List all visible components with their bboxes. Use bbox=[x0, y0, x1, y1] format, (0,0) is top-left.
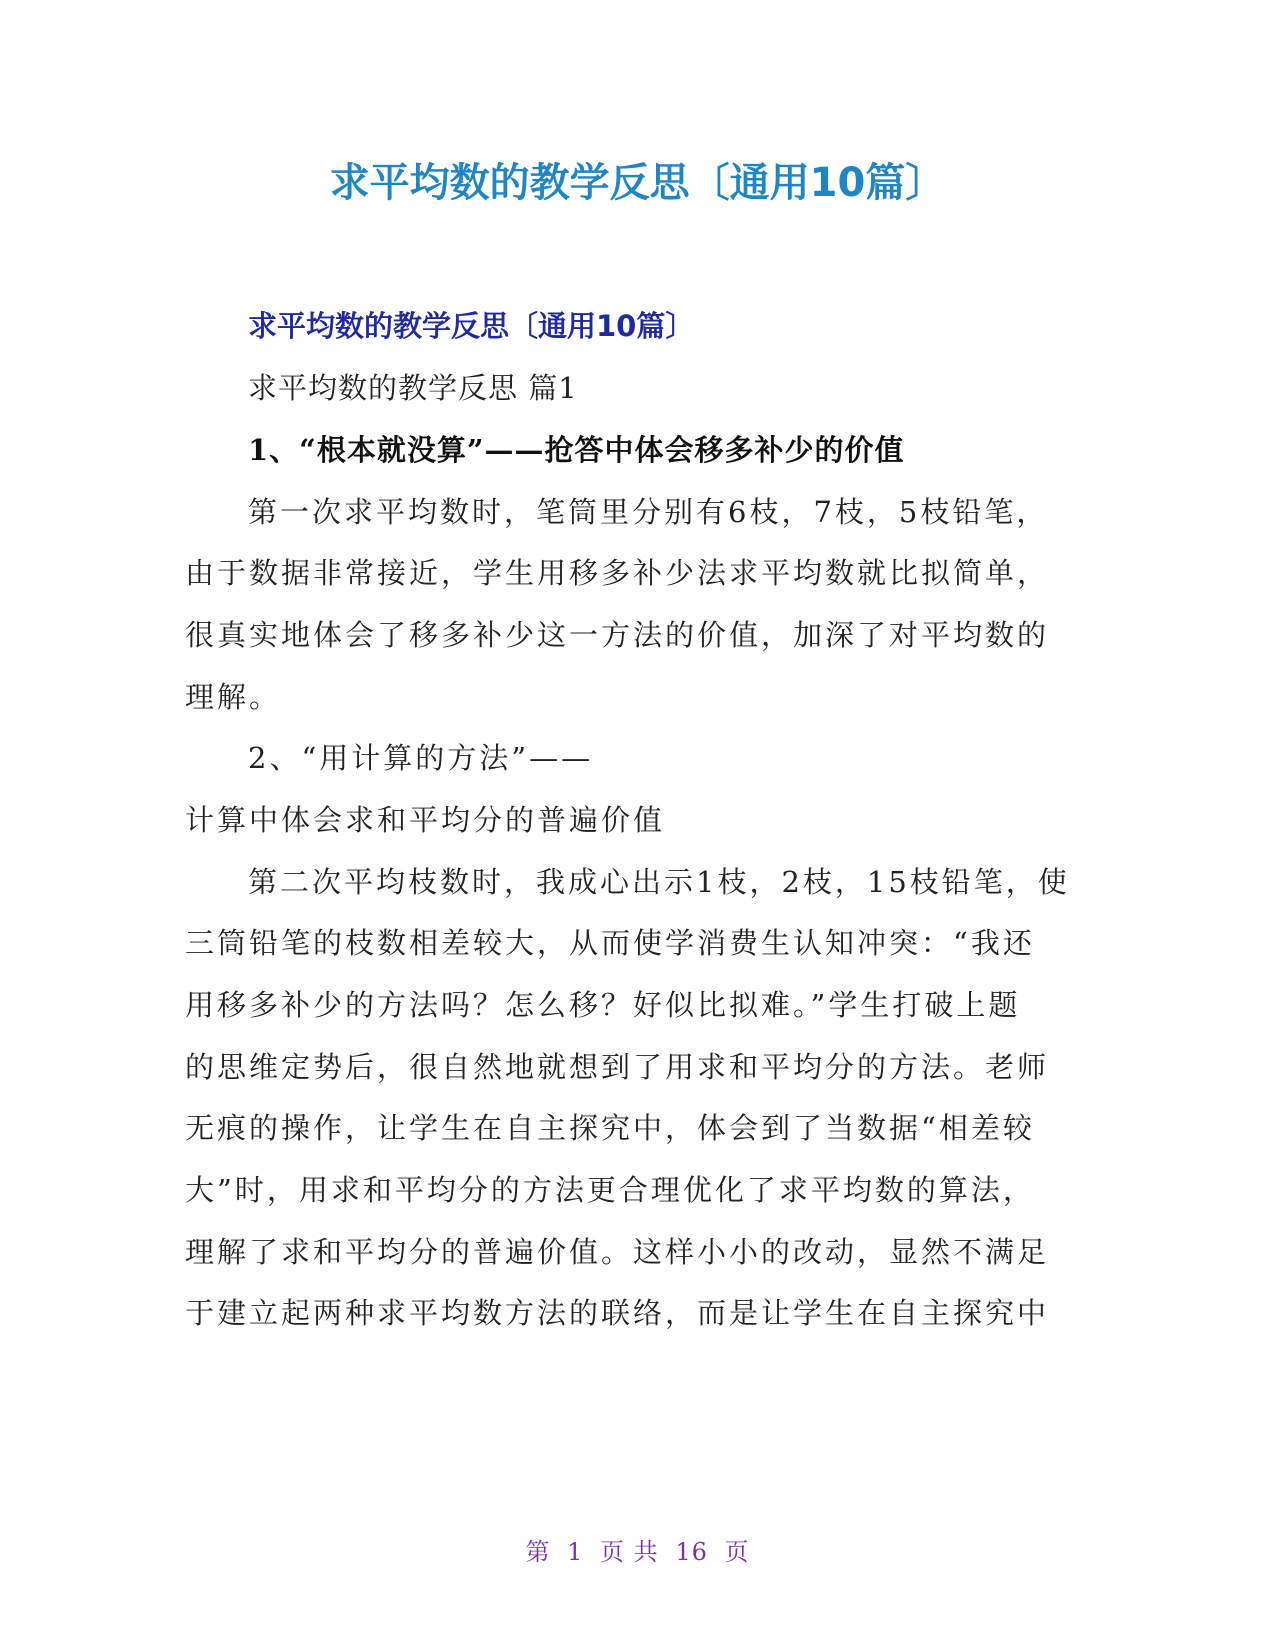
paragraph-1-line: 理解。 bbox=[185, 680, 282, 714]
footer-total-pages: 16 bbox=[675, 1538, 708, 1566]
page-footer bbox=[0, 1537, 1275, 1567]
paragraph-2-line: 无痕的操作，让学生在自主探究中，体会到了当数据“相差较 bbox=[185, 1111, 1035, 1145]
paragraph-2-line: 的思维定势后，很自然地就想到了用求和平均分的方法。老师 bbox=[185, 1050, 1050, 1084]
paragraph-2-line: 第二次平均枝数时，我成心出示1枝，2枝，15枝铅笔，使 bbox=[248, 865, 1070, 899]
footer-middle: 页 共 bbox=[600, 1538, 659, 1566]
document-subtitle: 求平均数的教学反思〔通用10篇〕 bbox=[248, 309, 695, 343]
footer-prefix: 第 bbox=[525, 1538, 551, 1566]
heading-2-part-2: 计算中体会求和平均分的普遍价值 bbox=[185, 803, 666, 837]
section-label: 求平均数的教学反思 篇1 bbox=[248, 371, 578, 405]
footer-suffix: 页 bbox=[724, 1538, 750, 1566]
paragraph-2-line: 理解了求和平均分的普遍价值。这样小小的改动，显然不满足 bbox=[185, 1235, 1050, 1269]
page-title: 求平均数的教学反思〔通用10篇〕 bbox=[329, 160, 946, 206]
paragraph-2-line: 于建立起两种求平均数方法的联络，而是让学生在自主探究中 bbox=[185, 1296, 1050, 1330]
footer-page-number: 1 bbox=[567, 1538, 584, 1566]
heading-2-part-1: 2、“用计算的方法”—— bbox=[248, 741, 594, 775]
paragraph-2-line: 大”时，用求和平均分的方法更合理优化了求平均数的算法， bbox=[185, 1173, 1035, 1207]
paragraph-1-line: 由于数据非常接近，学生用移多补少法求平均数就比拟简单， bbox=[185, 556, 1050, 590]
paragraph-2-line: 用移多补少的方法吗？怎么移？好似比拟难。”学生打破上题 bbox=[185, 988, 1021, 1022]
paragraph-1-line: 很真实地体会了移多补少这一方法的价值，加深了对平均数的 bbox=[185, 618, 1050, 652]
heading-1: 1、“根本就没算”——抢答中体会移多补少的价值 bbox=[248, 433, 905, 467]
paragraph-1-line: 第一次求平均数时，笔筒里分别有6枝，7枝，5枝铅笔， bbox=[248, 495, 1049, 529]
paragraph-2-line: 三筒铅笔的枝数相差较大，从而使学消费生认知冲突：“我还 bbox=[185, 926, 1035, 960]
